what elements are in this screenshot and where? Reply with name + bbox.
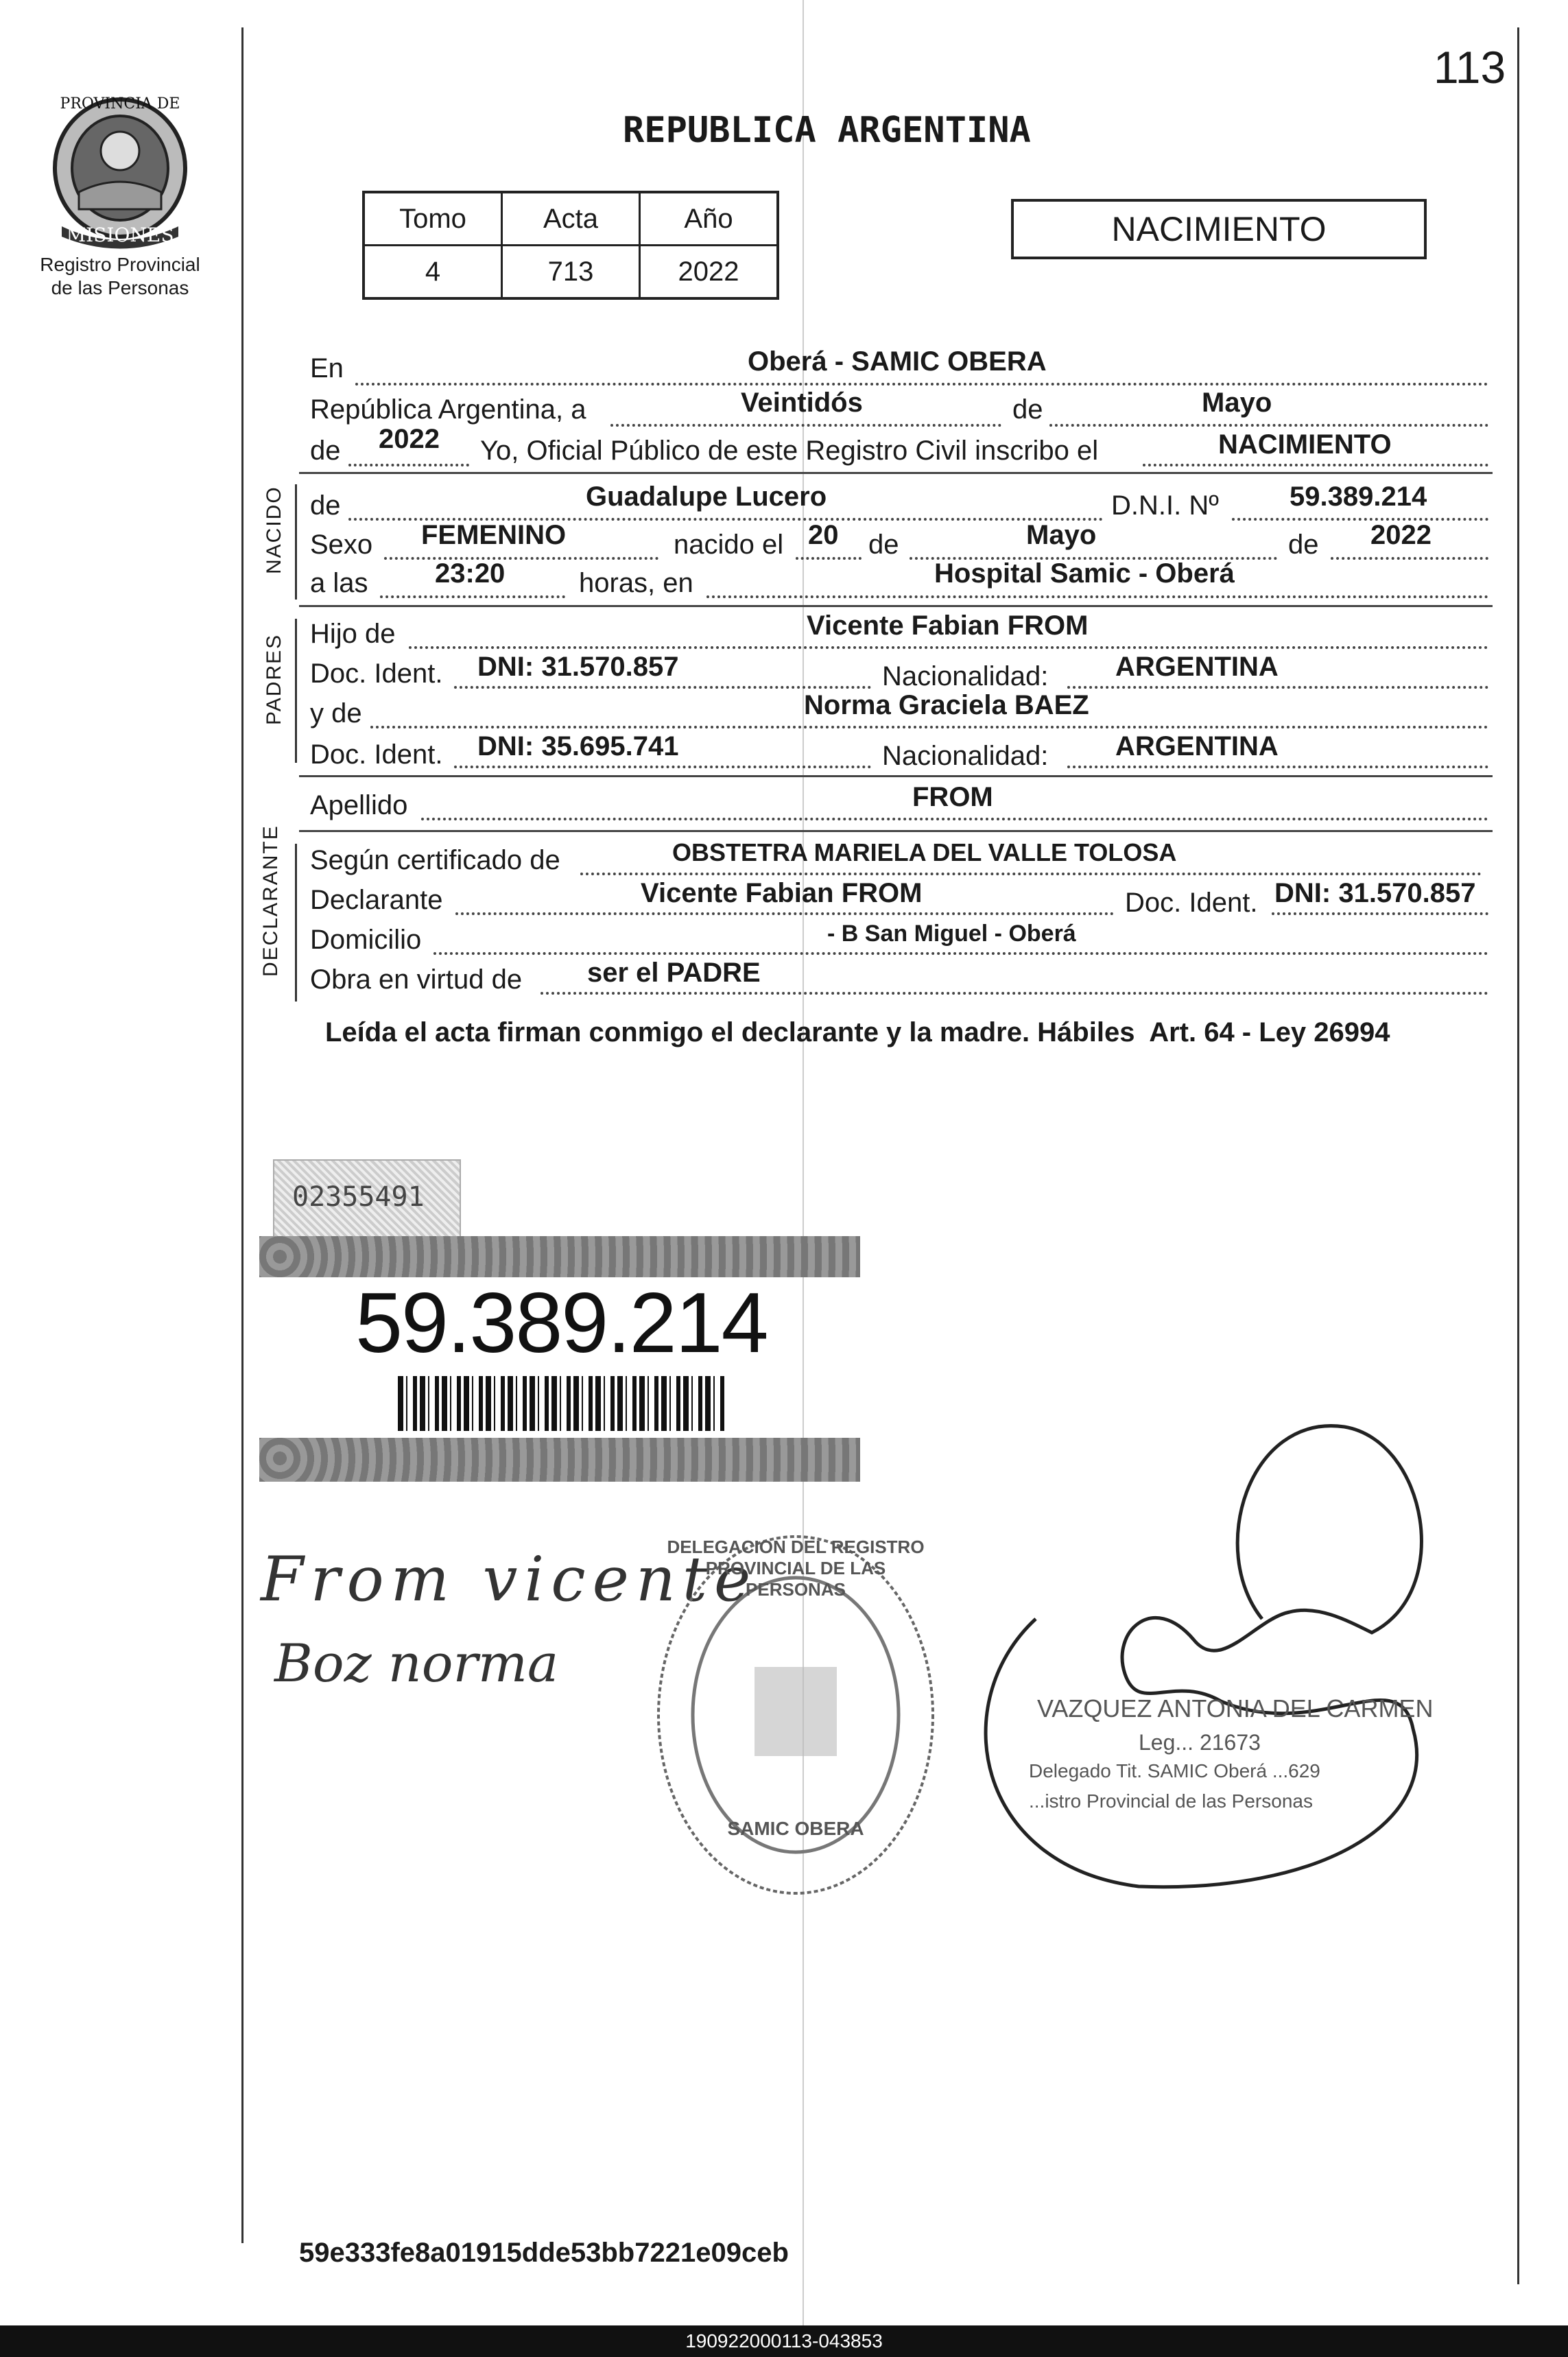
header-anio: Año [640,192,779,246]
serial-sticker [273,1159,461,1237]
label-yde: y de [310,698,362,729]
label-hijo: Hijo de [310,619,396,649]
value-declarante: Vicente Fabian FROM [641,878,923,908]
dots-dni [1232,518,1488,521]
side-label-nacido: NACIDO [263,486,285,574]
value-sexo: FEMENINO [421,520,567,550]
record-table [362,191,779,300]
value-mes: Mayo [1202,388,1272,418]
registry-stamp [652,1530,940,1900]
label-segun: Según certificado de [310,845,560,875]
barcode [398,1376,727,1431]
value-acta: 713 [502,246,640,299]
dni-sticker [259,1236,860,1483]
dots-nac-dia [796,557,862,560]
label-nac2: Nacionalidad: [882,741,1049,771]
value-certificado: OBSTETRA MARIELA DEL VALLE TOLOSA [672,838,1177,866]
page-number: 113 [1434,42,1506,93]
label-doc2: Doc. Ident. [310,739,443,770]
dots-dia [610,424,1001,427]
value-declarante-dni: DNI: 31.570.857 [1274,878,1476,908]
dots-sexo [384,557,658,560]
record-header-row [364,192,778,246]
value-apellido: FROM [912,782,993,812]
dots-hora [380,595,565,598]
value-madre-dni: DNI: 35.695.741 [477,731,679,761]
logo-bottom-text: MISIONES [66,224,174,246]
record-value-row [364,246,778,299]
padres-bracket [295,619,297,763]
dots-padre-nac [1067,686,1488,689]
header-tomo: Tomo [364,192,502,246]
official-signature-scribble [933,1413,1454,1893]
label-yo: Yo, Oficial Público de este Registro Civil inscribo el [480,436,1099,466]
official-name: VAZQUEZ ANTONIA DEL CARMEN [1037,1694,1434,1722]
value-padre: Vicente Fabian FROM [807,611,1089,641]
divider-4 [299,830,1493,832]
sticker-dni-number: 59.389.214 [355,1276,768,1371]
nacido-bracket [295,484,297,600]
sticker-band-top [259,1236,860,1277]
dots-madre [370,726,1488,729]
label-de2: de [868,530,899,560]
label-a-las: a las [310,568,368,598]
official-org: ...istro Provincial de las Personas [1029,1790,1313,1812]
value-dia: Veintidós [741,388,863,418]
dots-declarante-dni [1272,912,1488,915]
logo-caption-1: Registro Provincial [40,254,200,275]
label-obra: Obra en virtud de [310,964,523,995]
value-madre-nac: ARGENTINA [1115,731,1279,761]
handwritten-signature-father: From vicente [261,1543,758,1615]
dots-padre [409,646,1488,649]
logo-top-text: PROVINCIA DE [60,95,180,112]
value-nombre: Guadalupe Lucero [586,482,827,512]
value-tomo: 4 [364,246,502,299]
dots-tipo [1143,464,1488,466]
label-republica: República Argentina, a [310,394,586,425]
record-type-box: NACIMIENTO [1011,199,1427,259]
header-acta: Acta [502,192,640,246]
value-dni: 59.389.214 [1290,482,1427,512]
dots-certificado [580,873,1482,875]
label-doc3: Doc. Ident. [1125,888,1258,918]
dots-en [355,383,1488,386]
side-label-declarante: DECLARANTE [259,825,282,977]
label-sexo: Sexo [310,530,373,560]
dots-anio [348,464,469,466]
side-label-padres: PADRES [263,633,285,725]
label-nombre-de: de [310,490,341,521]
stamp-ring-text: DELEGACION DEL REGISTRO PROVINCIAL DE LAS PERSONAS [667,1537,925,1600]
label-de3: de [1288,530,1319,560]
label-de-mes: de [1012,394,1043,425]
dots-obra [541,992,1488,995]
divider-3 [299,775,1493,777]
value-lugar: Oberá - SAMIC OBERA [748,346,1047,377]
official-role: Delegado Tit. SAMIC Oberá ...629 [1029,1760,1320,1781]
dots-madre-nac [1067,766,1488,768]
label-nacido: nacido el [674,530,784,560]
coat-of-arms-logo [41,89,199,254]
dots-nac-anio [1331,557,1488,560]
value-hospital: Hospital Samic - Oberá [934,558,1235,589]
closing-text: Leída el acta firman conmigo el declarante y la madre. Hábiles Art. 64 - Ley 26994 [325,1017,1390,1047]
official-leg: Leg... 21673 [1139,1730,1261,1755]
dots-domicilio [433,952,1488,955]
footer-id: 190922000113-043853 [0,2325,1568,2357]
label-horas: horas, en [579,568,693,598]
label-nac1: Nacionalidad: [882,661,1049,691]
value-anio: 2022 [379,424,440,454]
divider-1 [299,472,1493,474]
declarante-bracket [295,844,297,1002]
value-nac-mes: Mayo [1026,520,1097,550]
value-hora: 23:20 [435,558,506,589]
label-domicilio: Domicilio [310,925,422,955]
label-en: En [310,353,344,383]
value-padre-dni: DNI: 31.570.857 [477,652,679,682]
label-de-anio: de [310,436,341,466]
value-anio: 2022 [640,246,779,299]
value-tipo: NACIMIENTO [1218,429,1392,460]
value-nac-anio: 2022 [1370,520,1432,550]
sticker-band-bottom [259,1438,860,1482]
page-title: REPUBLICA ARGENTINA [623,110,1031,151]
label-apellido: Apellido [310,790,408,820]
right-margin-line [1517,27,1519,2284]
dots-declarante [455,912,1114,915]
document-hash: 59e333fe8a01915dde53bb7221e09ceb [299,2238,789,2268]
value-domicilio: - B San Miguel - Oberá [827,921,1076,947]
label-dni: D.N.I. Nº [1111,490,1219,521]
stamp-inner-text: SAMIC OBERA [727,1818,864,1839]
value-padre-nac: ARGENTINA [1115,652,1279,682]
value-madre: Norma Graciela BAEZ [804,690,1089,720]
value-obra: ser el PADRE [587,958,761,988]
dots-apellido [421,818,1488,820]
left-margin-line [241,27,243,2243]
dots-madre-dni [454,766,871,768]
dots-padre-dni [454,686,871,689]
label-declarante: Declarante [310,885,443,915]
dots-hospital [706,595,1488,598]
label-doc1: Doc. Ident. [310,659,443,689]
value-nac-dia: 20 [808,520,839,550]
serial-number: 02355491 [292,1181,425,1213]
handwritten-signature-mother: Boz norma [274,1633,559,1694]
logo-caption-2: de las Personas [51,277,189,298]
dots-mes [1049,424,1488,427]
divider-2 [299,605,1493,607]
